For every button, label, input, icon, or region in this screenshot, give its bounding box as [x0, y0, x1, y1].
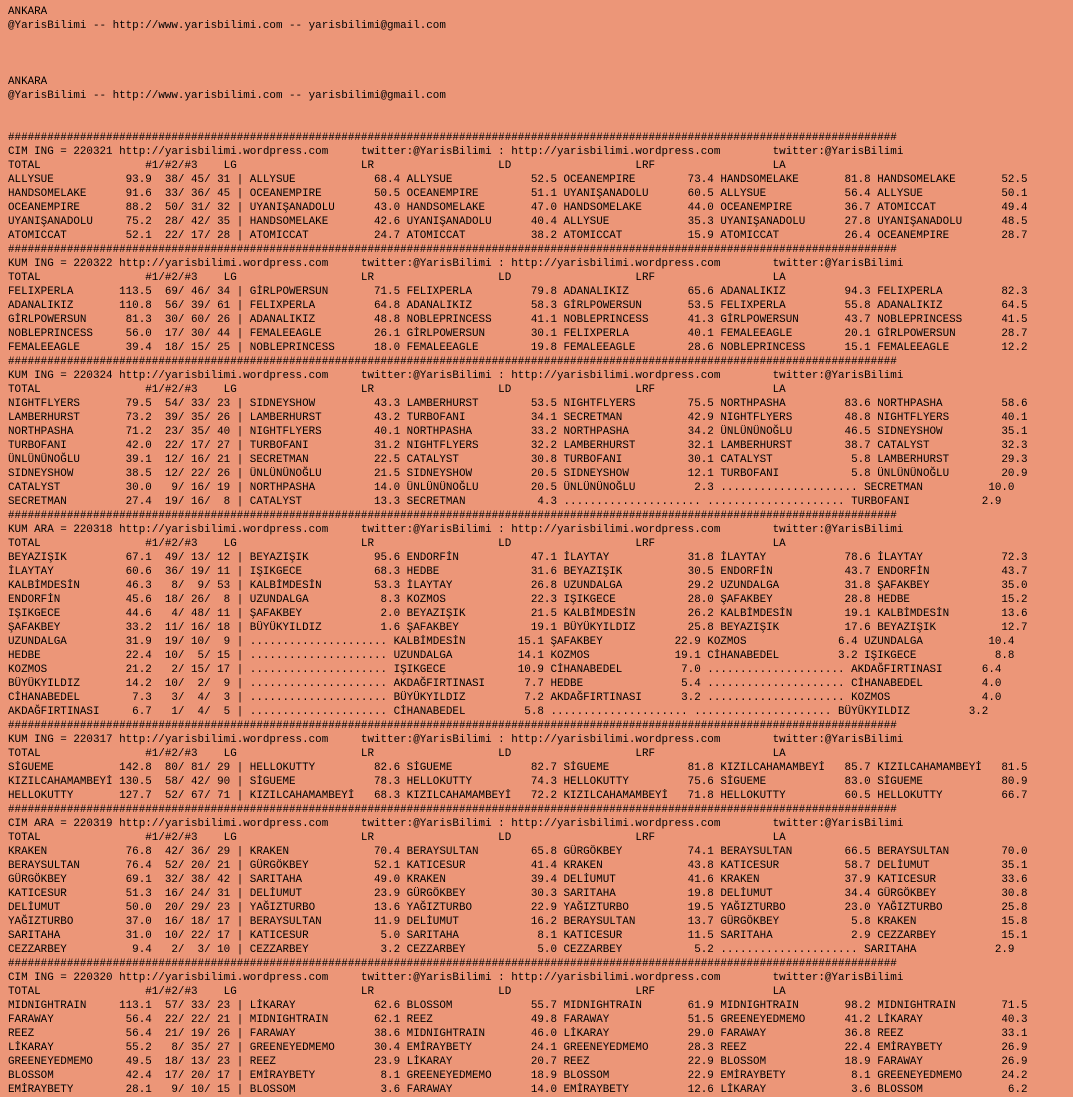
horse-row: KALBİMDESİN 46.3 8/ 9/ 53 | KALBİMDESİN 53.3 İLAYTAY 26.8 UZUNDALGA 29.2 UZUNDALGA 31.8 ŞAFAKBEY 35.0	[8, 580, 1028, 592]
contact-line: @YarisBilimi -- http://www.yarisbilimi.com -- yarisbilimi@gmail.com	[8, 90, 446, 102]
horse-row: FEMALEEAGLE 39.4 18/ 15/ 25 | NOBLEPRINCESS 18.0 FEMALEEAGLE 19.8 FEMALEEAGLE 28.6 NOBLEPRINCESS 15.1 FEMALEEAGLE 12.2	[8, 342, 1028, 354]
horse-row: SIDNEYSHOW 38.5 12/ 22/ 26 | ÜNLÜNÜNOĞLU 21.5 SIDNEYSHOW 20.5 SIDNEYSHOW 12.1 TURBOFANI 5.8 ÜNLÜNÜNOĞLU 20.9	[8, 468, 1028, 480]
horse-row: FARAWAY 56.4 22/ 22/ 21 | MIDNIGHTRAIN 62.1 REEZ 49.8 FARAWAY 51.5 GREENEYEDMEMO 41.2 LİKARAY 40.3	[8, 1014, 1028, 1026]
horse-row: REEZ 56.4 21/ 19/ 26 | FARAWAY 38.6 MIDNIGHTRAIN 46.0 LİKARAY 29.0 FARAWAY 36.8 REEZ 33.1	[8, 1028, 1028, 1040]
horse-row: BEYAZIŞIK 67.1 49/ 13/ 12 | BEYAZIŞIK 95.6 ENDORFİN 47.1 İLAYTAY 31.8 İLAYTAY 78.6 İLAYTAY 72.3	[8, 552, 1028, 564]
column-header-line: TOTAL #1/#2/#3 LG LR LD LRF LA	[8, 986, 786, 998]
column-header-line: TOTAL #1/#2/#3 LG LR LD LRF LA	[8, 538, 786, 550]
horse-row: UZUNDALGA 31.9 19/ 10/ 9 | ..................... KALBİMDESİN 15.1 ŞAFAKBEY 22.9 KOZMOS 6.4 UZUNDALGA 10.4	[8, 636, 1015, 648]
horse-row: ALLYSUE 93.9 38/ 45/ 31 | ALLYSUE 68.4 ALLYSUE 52.5 OCEANEMPIRE 73.4 HANDSOMELAKE 81.8 HANDSOMELAKE 52.5	[8, 174, 1028, 186]
blank-line	[8, 61, 1073, 75]
horse-row: BERAYSULTAN 76.4 52/ 20/ 21 | GÜRGÖKBEY 52.1 KATICESUR 41.4 KRAKEN 43.8 KATICESUR 58.7 DELİUMUT 35.1	[8, 860, 1028, 872]
horse-row: LİKARAY 55.2 8/ 35/ 27 | GREENEYEDMEMO 30.4 EMİRAYBETY 24.1 GREENEYEDMEMO 28.3 REEZ 22.4 EMİRAYBETY 26.9	[8, 1042, 1028, 1054]
horse-row: GÜRGÖKBEY 69.1 32/ 38/ 42 | SARITAHA 49.0 KRAKEN 39.4 DELİUMUT 41.6 KRAKEN 37.9 KATICESUR 33.6	[8, 874, 1028, 886]
horse-row: HELLOKUTTY 127.7 52/ 67/ 71 | KIZILCAHAMAMBEYİ 68.3 KIZILCAHAMAMBEYİ 72.2 KIZILCAHAMAMBEYİ 71.8 HELLOKUTTY 60.5 HELLOKUTTY 66.7	[8, 790, 1028, 802]
horse-row: ŞAFAKBEY 33.2 11/ 16/ 18 | BÜYÜKYILDIZ 1.6 ŞAFAKBEY 19.1 BÜYÜKYILDIZ 25.8 BEYAZIŞIK 17.6 BEYAZIŞIK 12.7	[8, 622, 1028, 634]
horse-row: CATALYST 30.0 9/ 16/ 19 | NORTHPASHA 14.0 ÜNLÜNÜNOĞLU 20.5 ÜNLÜNÜNOĞLU 2.3 ..................... SECRETMAN 10.0	[8, 482, 1015, 494]
race-header-line: KUM ING = 220317 http://yarisbilimi.wordpress.com twitter:@YarisBilimi : http://yarisbilimi.wordpress.com twitter:@YarisBilimi	[8, 734, 904, 746]
horse-row: NOBLEPRINCESS 56.0 17/ 30/ 44 | FEMALEEAGLE 26.1 GİRLPOWERSUN 30.1 FELIXPERLA 40.1 FEMALEEAGLE 20.1 GİRLPOWERSUN 28.7	[8, 328, 1028, 340]
horse-row: KIZILCAHAMAMBEYİ 130.5 58/ 42/ 90 | SİGUEME 78.3 HELLOKUTTY 74.3 HELLOKUTTY 75.6 SİGUEME 83.0 SİGUEME 80.9	[8, 776, 1028, 788]
horse-row: ÜNLÜNÜNOĞLU 39.1 12/ 16/ 21 | SECRETMAN 22.5 CATALYST 30.8 TURBOFANI 30.1 CATALYST 5.8 LAMBERHURST 29.3	[8, 454, 1028, 466]
column-header-line: TOTAL #1/#2/#3 LG LR LD LRF LA	[8, 272, 786, 284]
horse-row: ENDORFİN 45.6 18/ 26/ 8 | UZUNDALGA 8.3 KOZMOS 22.3 IŞIKGECE 28.0 ŞAFAKBEY 28.8 HEDBE 15.2	[8, 594, 1028, 606]
horse-row: FELIXPERLA 113.5 69/ 46/ 34 | GİRLPOWERSUN 71.5 FELIXPERLA 79.8 ADANALIKIZ 65.6 ADANALIKIZ 94.3 FELIXPERLA 82.3	[8, 286, 1028, 298]
blank-line	[8, 33, 1073, 47]
city-title: ANKARA	[8, 6, 48, 18]
horse-row: YAĞIZTURBO 37.0 16/ 18/ 17 | BERAYSULTAN 11.9 DELİUMUT 16.2 BERAYSULTAN 13.7 GÜRGÖKBEY 5.8 KRAKEN 15.8	[8, 916, 1028, 928]
race-header-line: KUM ARA = 220318 http://yarisbilimi.wordpress.com twitter:@YarisBilimi : http://yarisbilimi.wordpress.com twitter:@YarisBilimi	[8, 524, 904, 536]
horse-row: ATOMICCAT 52.1 22/ 17/ 28 | ATOMICCAT 24.7 ATOMICCAT 38.2 ATOMICCAT 15.9 ATOMICCAT 26.4 OCEANEMPIRE 28.7	[8, 230, 1028, 242]
horse-row: NORTHPASHA 71.2 23/ 35/ 40 | NIGHTFLYERS 40.1 NORTHPASHA 33.2 NORTHPASHA 34.2 ÜNLÜNÜNOĞLU 46.5 SIDNEYSHOW 35.1	[8, 426, 1028, 438]
column-header-line: TOTAL #1/#2/#3 LG LR LD LRF LA	[8, 748, 786, 760]
horse-row: BLOSSOM 42.4 17/ 20/ 17 | EMİRAYBETY 8.1 GREENEYEDMEMO 18.9 BLOSSOM 22.9 EMİRAYBETY 8.1 GREENEYEDMEMO 24.2	[8, 1070, 1028, 1082]
horse-row: CİHANABEDEL 7.3 3/ 4/ 3 | ..................... BÜYÜKYILDIZ 7.2 AKDAĞFIRTINASI 3.2 ..................... KOZMOS 4.0	[8, 692, 1002, 704]
horse-row: AKDAĞFIRTINASI 6.7 1/ 4/ 5 | ..................... CİHANABEDEL 5.8 ..................... ..................... BÜYÜKYILDIZ 3.2	[8, 706, 989, 718]
column-header-line: TOTAL #1/#2/#3 LG LR LD LRF LA	[8, 832, 786, 844]
horse-row: CEZZARBEY 9.4 2/ 3/ 10 | CEZZARBEY 3.2 CEZZARBEY 5.0 CEZZARBEY 5.2 ..................... SARITAHA 2.9	[8, 944, 1015, 956]
horse-row: SARITAHA 31.0 10/ 22/ 17 | KATICESUR 5.0 SARITAHA 8.1 KATICESUR 11.5 SARITAHA 2.9 CEZZARBEY 15.1	[8, 930, 1028, 942]
separator-line: ########################################################################################################################################	[8, 244, 897, 256]
race-header-line: CIM ING = 220320 http://yarisbilimi.wordpress.com twitter:@YarisBilimi : http://yarisbilimi.wordpress.com twitter:@YarisBilimi	[8, 972, 904, 984]
horse-row: OCEANEMPIRE 88.2 50/ 31/ 32 | UYANIŞANADOLU 43.0 HANDSOMELAKE 47.0 HANDSOMELAKE 44.0 OCEANEMPIRE 36.7 ATOMICCAT 49.4	[8, 202, 1028, 214]
contact-line: @YarisBilimi -- http://www.yarisbilimi.com -- yarisbilimi@gmail.com	[8, 20, 446, 32]
city-title: ANKARA	[8, 76, 48, 88]
horse-row: UYANIŞANADOLU 75.2 28/ 42/ 35 | HANDSOMELAKE 42.6 UYANIŞANADOLU 40.4 ALLYSUE 35.3 UYANIŞANADOLU 27.8 UYANIŞANADOLU 48.5	[8, 216, 1028, 228]
separator-line: ########################################################################################################################################	[8, 510, 897, 522]
separator-line: ########################################################################################################################################	[8, 958, 897, 970]
race-header-line: KUM ING = 220322 http://yarisbilimi.wordpress.com twitter:@YarisBilimi : http://yarisbilimi.wordpress.com twitter:@YarisBilimi	[8, 258, 904, 270]
horse-row: EMİRAYBETY 28.1 9/ 10/ 15 | BLOSSOM 3.6 FARAWAY 14.0 EMİRAYBETY 12.6 LİKARAY 3.6 BLOSSOM 6.2	[8, 1084, 1028, 1096]
horse-row: IŞIKGECE 44.6 4/ 48/ 11 | ŞAFAKBEY 2.0 BEYAZIŞIK 21.5 KALBİMDESİN 26.2 KALBİMDESİN 19.1 KALBİMDESİN 13.6	[8, 608, 1028, 620]
horse-row: KOZMOS 21.2 2/ 15/ 17 | ..................... IŞIKGECE 10.9 CİHANABEDEL 7.0 ..................... AKDAĞFIRTINASI 6.4	[8, 664, 1002, 676]
blank-line	[8, 103, 1073, 117]
race-header-line: KUM ING = 220324 http://yarisbilimi.wordpress.com twitter:@YarisBilimi : http://yarisbilimi.wordpress.com twitter:@YarisBilimi	[8, 370, 904, 382]
horse-row: HANDSOMELAKE 91.6 33/ 36/ 45 | OCEANEMPIRE 50.5 OCEANEMPIRE 51.1 UYANIŞANADOLU 60.5 ALLYSUE 56.4 ALLYSUE 50.1	[8, 188, 1028, 200]
horse-row: KRAKEN 76.8 42/ 36/ 29 | KRAKEN 70.4 BERAYSULTAN 65.8 GÜRGÖKBEY 74.1 BERAYSULTAN 66.5 BERAYSULTAN 70.0	[8, 846, 1028, 858]
blank-line	[8, 47, 1073, 61]
blank-line	[8, 117, 1073, 131]
horse-row: NIGHTFLYERS 79.5 54/ 33/ 23 | SIDNEYSHOW 43.3 LAMBERHURST 53.5 NIGHTFLYERS 75.5 NORTHPASHA 83.6 NORTHPASHA 58.6	[8, 398, 1028, 410]
horse-row: SECRETMAN 27.4 19/ 16/ 8 | CATALYST 13.3 SECRETMAN 4.3 ..................... ..................... TURBOFANI 2.9	[8, 496, 1002, 508]
column-header-line: TOTAL #1/#2/#3 LG LR LD LRF LA	[8, 384, 786, 396]
horse-row: GİRLPOWERSUN 81.3 30/ 60/ 26 | ADANALIKIZ 48.8 NOBLEPRINCESS 41.1 NOBLEPRINCESS 41.3 GİRLPOWERSUN 43.7 NOBLEPRINCESS 41.5	[8, 314, 1028, 326]
separator-line: ########################################################################################################################################	[8, 720, 897, 732]
column-header-line: TOTAL #1/#2/#3 LG LR LD LRF LA	[8, 160, 786, 172]
horse-row: MIDNIGHTRAIN 113.1 57/ 33/ 23 | LİKARAY 62.6 BLOSSOM 55.7 MIDNIGHTRAIN 61.9 MIDNIGHTRAIN 98.2 MIDNIGHTRAIN 71.5	[8, 1000, 1028, 1012]
separator-line: ########################################################################################################################################	[8, 356, 897, 368]
race-header-line: CIM ARA = 220319 http://yarisbilimi.wordpress.com twitter:@YarisBilimi : http://yarisbilimi.wordpress.com twitter:@YarisBilimi	[8, 818, 904, 830]
separator-line: ########################################################################################################################################	[8, 804, 897, 816]
horse-row: SİGUEME 142.8 80/ 81/ 29 | HELLOKUTTY 82.6 SİGUEME 82.7 SİGUEME 81.8 KIZILCAHAMAMBEYİ 85.7 KIZILCAHAMAMBEYİ 81.5	[8, 762, 1028, 774]
horse-row: ADANALIKIZ 110.8 56/ 39/ 61 | FELIXPERLA 64.8 ADANALIKIZ 58.3 GİRLPOWERSUN 53.5 FELIXPERLA 55.8 ADANALIKIZ 64.5	[8, 300, 1028, 312]
horse-row: LAMBERHURST 73.2 39/ 35/ 26 | LAMBERHURST 43.2 TURBOFANI 34.1 SECRETMAN 42.9 NIGHTFLYERS 48.8 NIGHTFLYERS 40.1	[8, 412, 1028, 424]
separator-line: ########################################################################################################################################	[8, 132, 897, 144]
horse-row: DELİUMUT 50.0 20/ 29/ 23 | YAĞIZTURBO 13.6 YAĞIZTURBO 22.9 YAĞIZTURBO 19.5 YAĞIZTURBO 23.0 YAĞIZTURBO 25.8	[8, 902, 1028, 914]
horse-row: HEDBE 22.4 10/ 5/ 15 | ..................... UZUNDALGA 14.1 KOZMOS 19.1 CİHANABEDEL 3.2 IŞIKGECE 8.8	[8, 650, 1015, 662]
horse-row: GREENEYEDMEMO 49.5 18/ 13/ 23 | REEZ 23.9 LİKARAY 20.7 REEZ 22.9 BLOSSOM 18.9 FARAWAY 26.9	[8, 1056, 1028, 1068]
race-header-line: CIM ING = 220321 http://yarisbilimi.wordpress.com twitter:@YarisBilimi : http://yarisbilimi.wordpress.com twitter:@YarisBilimi	[8, 146, 904, 158]
horse-row: BÜYÜKYILDIZ 14.2 10/ 2/ 9 | ..................... AKDAĞFIRTINASI 7.7 HEDBE 5.4 ..................... CİHANABEDEL 4.0	[8, 678, 1002, 690]
horse-row: TURBOFANI 42.0 22/ 17/ 27 | TURBOFANI 31.2 NIGHTFLYERS 32.2 LAMBERHURST 32.1 LAMBERHURST 38.7 CATALYST 32.3	[8, 440, 1028, 452]
horse-row: İLAYTAY 60.6 36/ 19/ 11 | IŞIKGECE 68.3 HEDBE 31.6 BEYAZIŞIK 30.5 ENDORFİN 43.7 ENDORFİN 43.7	[8, 566, 1028, 578]
horse-row: KATICESUR 51.3 16/ 24/ 31 | DELİUMUT 23.9 GÜRGÖKBEY 30.3 SARITAHA 19.8 DELİUMUT 34.4 GÜRGÖKBEY 30.8	[8, 888, 1028, 900]
